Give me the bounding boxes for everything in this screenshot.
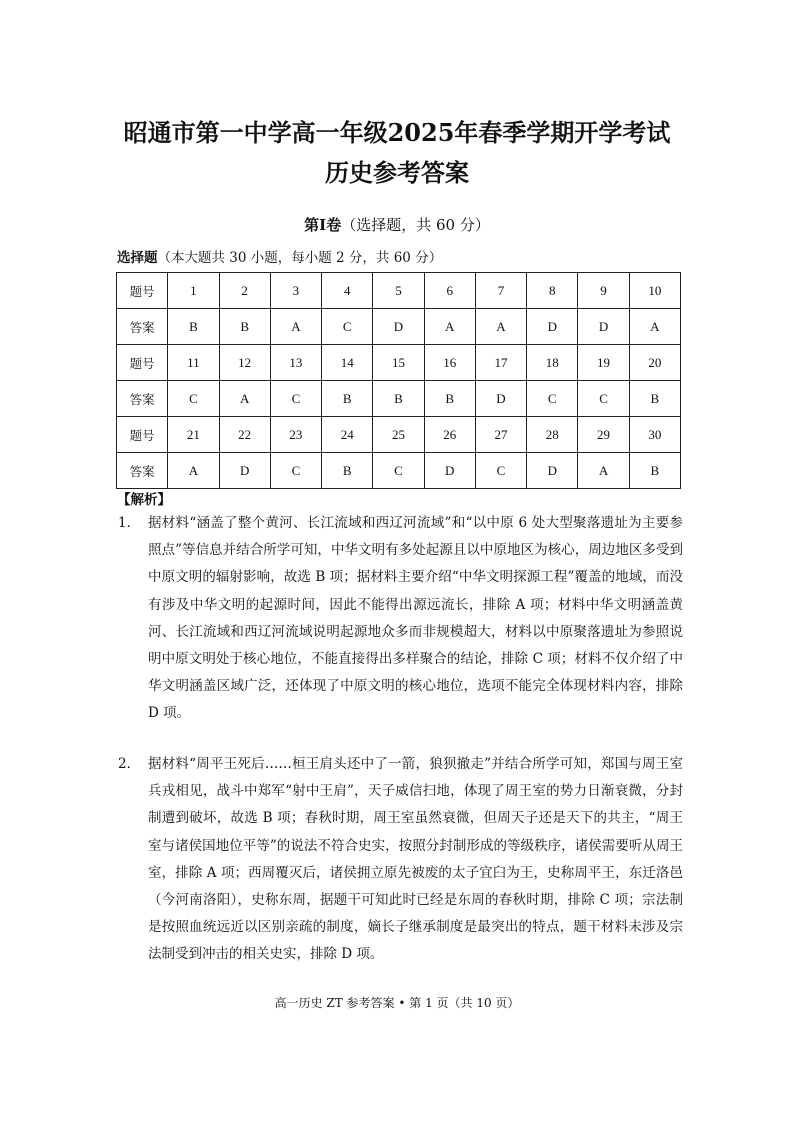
table-cell: C [168, 381, 219, 417]
table-cell: C [270, 381, 321, 417]
table-cell: A [475, 309, 526, 345]
table-cell: 3 [270, 273, 321, 309]
answer-table [116, 272, 681, 489]
row-header-cell: 题号 [117, 273, 168, 309]
document-title: 昭通市第一中学高一年级2025年春季学期开学考试 [123, 118, 671, 147]
table-cell: 23 [270, 417, 321, 453]
table-cell: B [629, 381, 680, 417]
row-header-cell: 题号 [117, 417, 168, 453]
table-cell: 29 [578, 417, 629, 453]
row-header-cell: 答案 [117, 309, 168, 345]
table-cell: B [219, 309, 270, 345]
table-row [117, 345, 681, 381]
table-cell: C [475, 453, 526, 489]
row-header-cell: 答案 [117, 453, 168, 489]
question-type-bold: 选择题 [117, 250, 158, 266]
table-row [117, 273, 681, 309]
table-cell: A [270, 309, 321, 345]
item-text: 据材料“周平王死后……桓王肩头还中了一箭，狼狈撤走”并结合所学可知，郑国与周王室兵戎相见，战斗中郑军“射中王肩”，天子威信扫地，体现了周王室的势力日渐衰微，分封制遭到破坏，故选 B 项；春秋时期，周王室虽然衰微，但周天子还是天下的共主，“周王室与诸侯国地位平等”的说法不符合史实，按照分封制形成的等级秩序，诸侯需要听从周王室，排除 A 项；西周覆灭后，诸侯拥立原先被废的太子宜臼为王，史称周平王，东迁洛邑（今河南洛阳），史称东周，据题干可知此时已经是东周的春秋时期，排除 C 项；宗法制是按照血统远近以区别亲疏的制度，嫡长子继承制度是最突出的特点，题干材料未涉及宗法制受到冲击的相关史实，排除 D 项。 [148, 756, 683, 963]
table-cell: 10 [629, 273, 680, 309]
document-subtitle: 历史参考答案 [325, 158, 469, 187]
row-header-cell: 题号 [117, 345, 168, 381]
table-cell: A [629, 309, 680, 345]
table-cell: 20 [629, 345, 680, 381]
item-number: 1． [118, 515, 141, 531]
table-cell: B [629, 453, 680, 489]
page-footer: 高一历史 ZT 参考答案 • 第 1 页（共 10 页） [274, 996, 520, 1010]
table-cell: 17 [475, 345, 526, 381]
question-type-heading [117, 246, 442, 266]
table-cell: 18 [527, 345, 578, 381]
table-cell: 14 [322, 345, 373, 381]
table-cell: 4 [322, 273, 373, 309]
table-cell: B [424, 381, 475, 417]
table-cell: D [475, 381, 526, 417]
table-cell: A [424, 309, 475, 345]
table-cell: D [219, 453, 270, 489]
table-cell: B [322, 453, 373, 489]
table-cell: 19 [578, 345, 629, 381]
table-cell: 8 [527, 273, 578, 309]
table-cell: 6 [424, 273, 475, 309]
table-cell: 16 [424, 345, 475, 381]
item-text: 据材料“涵盖了整个黄河、长江流域和西辽河流域”和“以中原 6 处大型聚落遗址为主要参照点”等信息并结合所学可知，中华文明有多处起源且以中原地区为核心，周边地区多受到中原文明的辐射影响，故选 B 项；据材料主要介绍“中华文明探源工程”覆盖的地域，而没有涉及中华文明的起源时间，因此不能得出源远流长，排除 A 项；材料中华文明涵盖黄河、长江流域和西辽河流域说明起源地众多而非规模超大，材料以中原聚落遗址为参照说明中原文明处于核心地位，不能直接得出多样聚合的结论，排除 C 项；材料不仅介绍了中华文明涵盖区域广泛，还体现了中原文明的核心地位，选项不能完全体现材料内容，排除 D 项。 [148, 515, 683, 722]
table-cell: 25 [373, 417, 424, 453]
table-cell: A [578, 453, 629, 489]
table-cell: D [578, 309, 629, 345]
table-cell: C [322, 309, 373, 345]
table-cell: 12 [219, 345, 270, 381]
section-heading [0, 214, 794, 235]
section-heading-rest: （选择题，共 60 分） [341, 216, 490, 234]
table-cell: 30 [629, 417, 680, 453]
table-cell: 5 [373, 273, 424, 309]
table-cell: B [373, 381, 424, 417]
table-cell: 26 [424, 417, 475, 453]
table-cell: 7 [475, 273, 526, 309]
table-cell: 24 [322, 417, 373, 453]
table-cell: 21 [168, 417, 219, 453]
table-cell: B [168, 309, 219, 345]
table-row [117, 417, 681, 453]
analysis-item [118, 751, 683, 969]
table-cell: A [219, 381, 270, 417]
table-cell: 2 [219, 273, 270, 309]
analysis-item [118, 510, 683, 728]
table-cell: 28 [527, 417, 578, 453]
table-cell: C [578, 381, 629, 417]
table-cell: 1 [168, 273, 219, 309]
item-number: 2． [118, 756, 141, 772]
table-cell: 22 [219, 417, 270, 453]
table-cell: B [322, 381, 373, 417]
table-cell: D [527, 309, 578, 345]
table-cell: A [168, 453, 219, 489]
table-cell: C [270, 453, 321, 489]
table-row [117, 381, 681, 417]
table-cell: 9 [578, 273, 629, 309]
table-cell: D [527, 453, 578, 489]
table-row [117, 309, 681, 345]
row-header-cell: 答案 [117, 381, 168, 417]
table-cell: 13 [270, 345, 321, 381]
table-cell: C [373, 453, 424, 489]
table-cell: D [424, 453, 475, 489]
table-cell: 11 [168, 345, 219, 381]
table-cell: 15 [373, 345, 424, 381]
question-type-rest: （本大题共 30 小题，每小题 2 分，共 60 分） [157, 250, 443, 266]
table-cell: D [373, 309, 424, 345]
table-row [117, 453, 681, 489]
section-heading-bold: 第Ⅰ卷 [304, 216, 342, 234]
table-cell: C [527, 381, 578, 417]
analysis-label: 【解析】 [117, 492, 171, 508]
table-cell: 27 [475, 417, 526, 453]
